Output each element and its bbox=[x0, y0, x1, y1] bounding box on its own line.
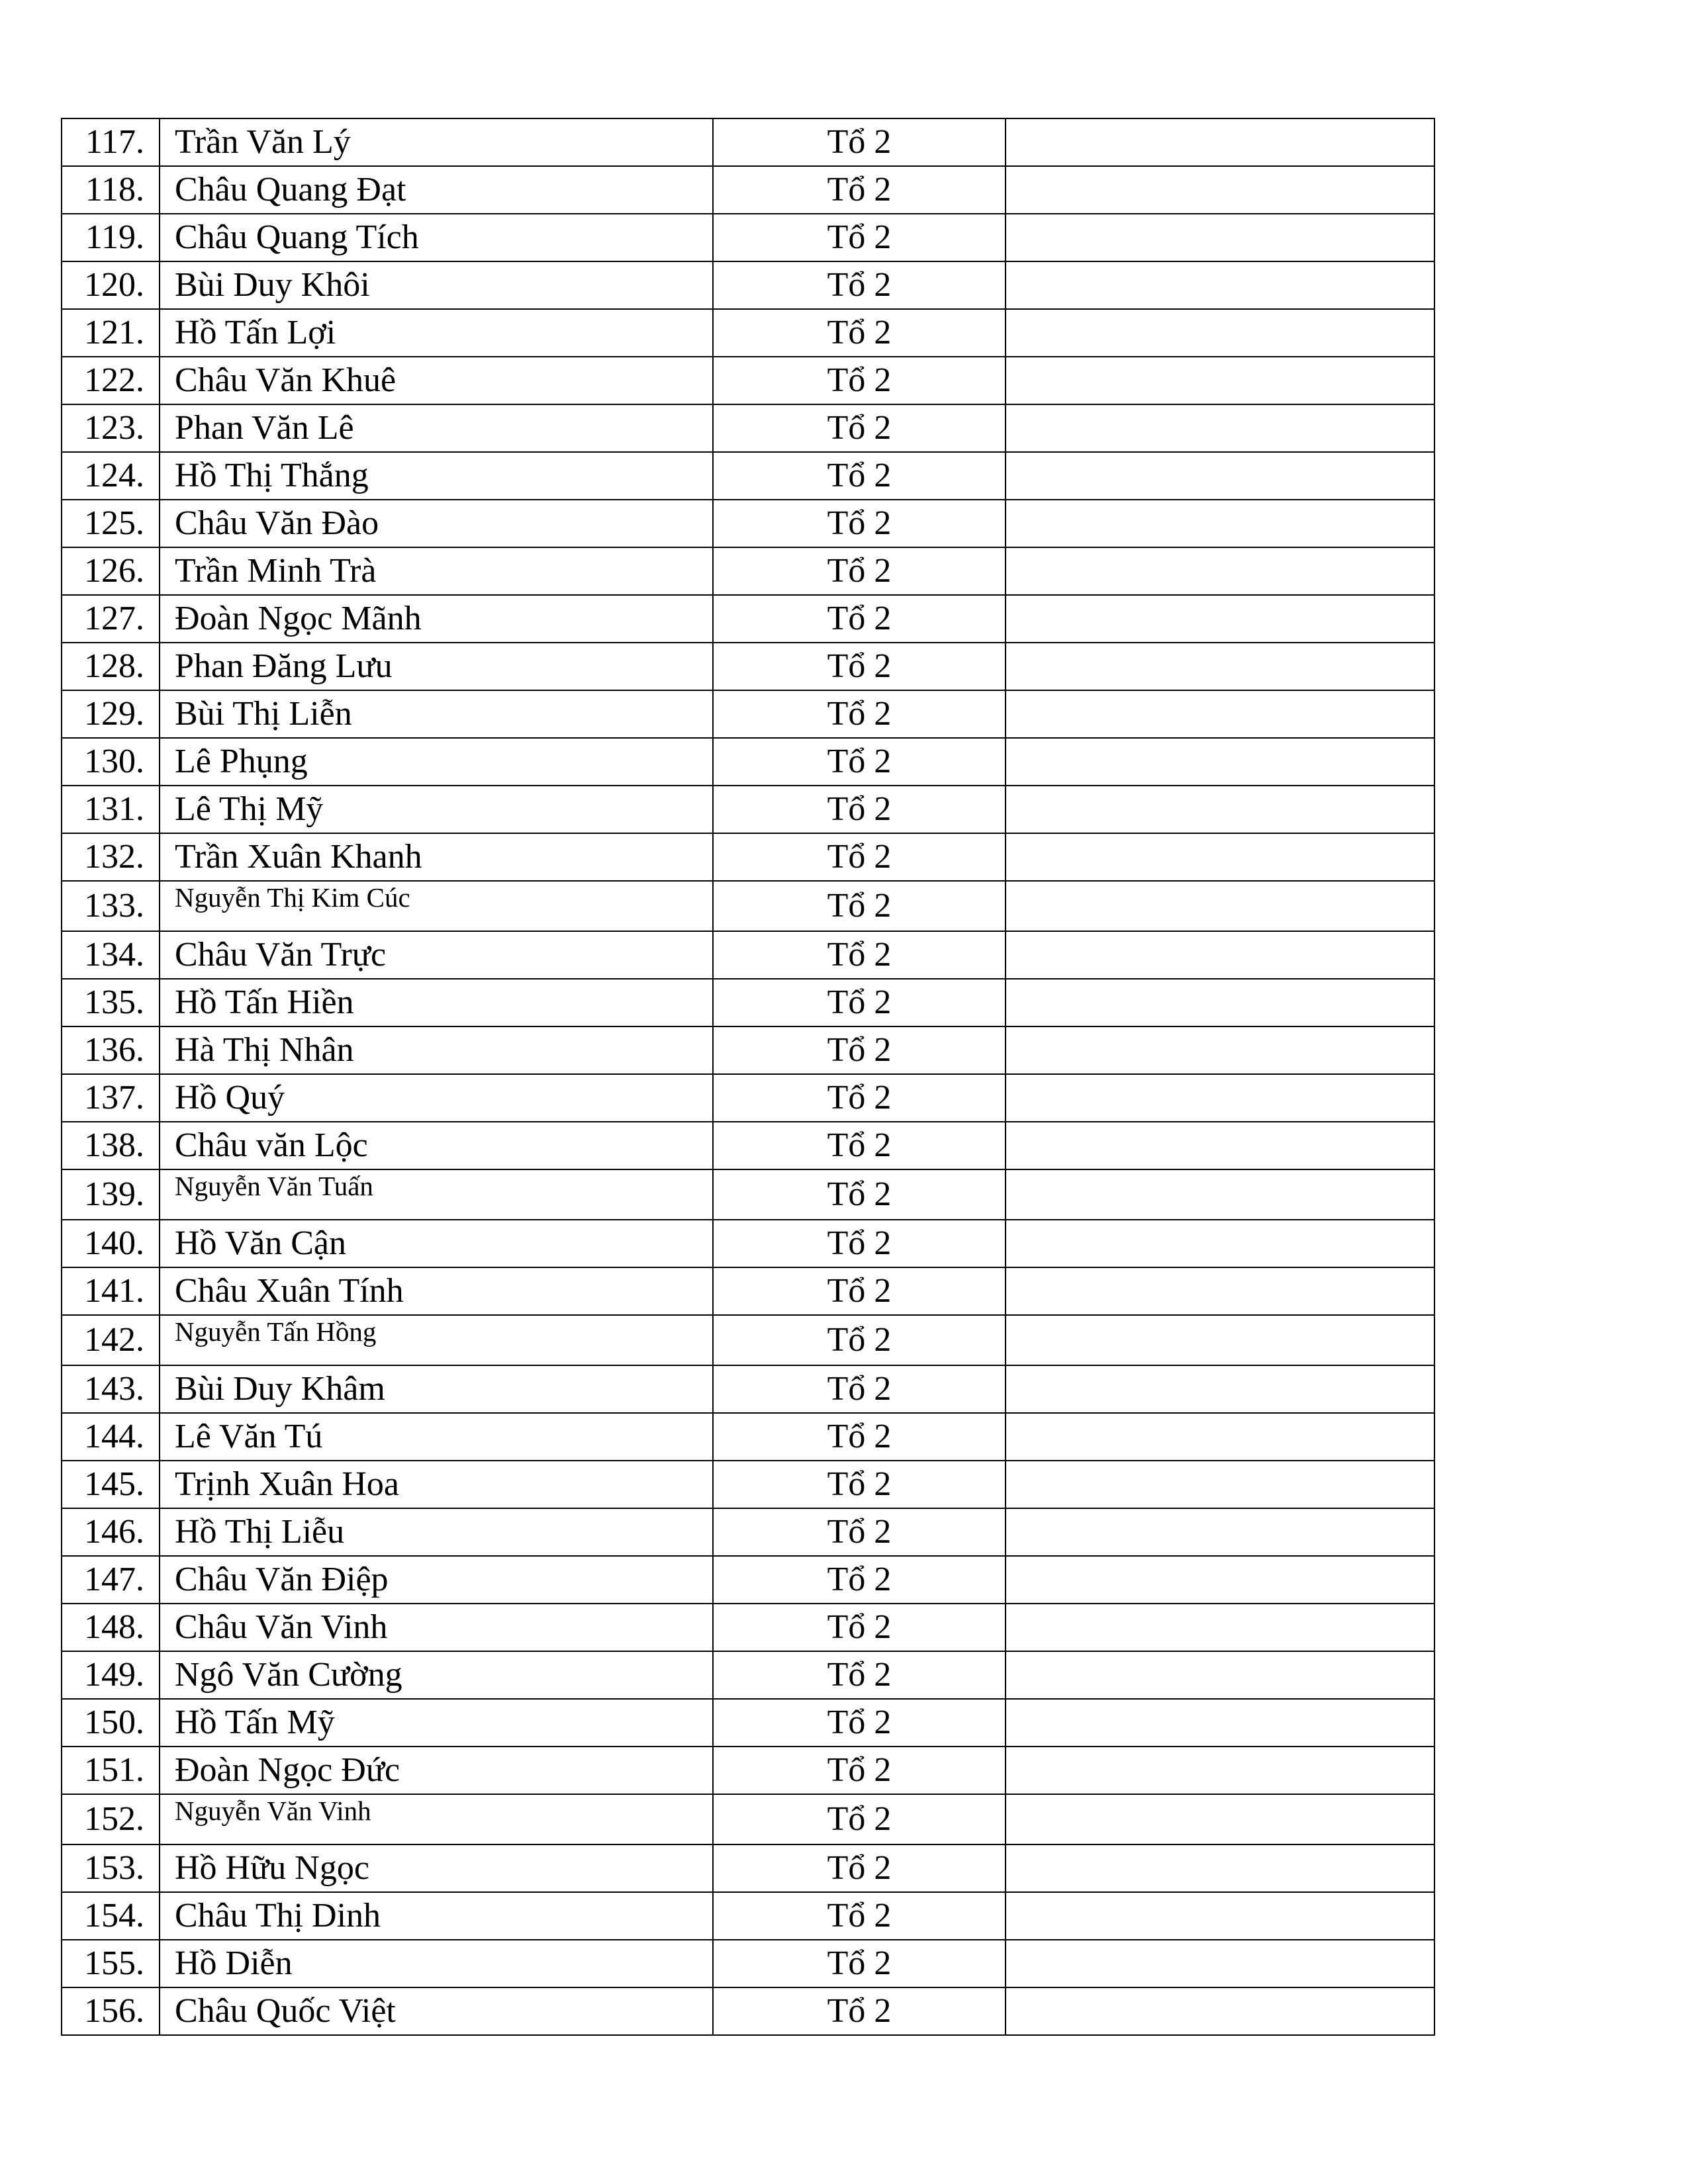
table-row bbox=[62, 404, 1434, 452]
group-label: Tổ 2 bbox=[713, 1987, 1006, 2035]
group-label: Tổ 2 bbox=[713, 547, 1006, 595]
note-cell bbox=[1006, 979, 1434, 1026]
note-cell bbox=[1006, 833, 1434, 881]
table-row bbox=[62, 1604, 1434, 1651]
roster-body bbox=[62, 118, 1434, 2035]
group-label: Tổ 2 bbox=[713, 1122, 1006, 1169]
note-cell bbox=[1006, 1844, 1434, 1892]
row-number: 155. bbox=[62, 1940, 160, 1987]
row-number: 123. bbox=[62, 404, 160, 452]
member-name: Châu Quang Tích bbox=[160, 214, 713, 261]
row-number: 154. bbox=[62, 1892, 160, 1940]
row-number: 153. bbox=[62, 1844, 160, 1892]
member-name: Châu Văn Trực bbox=[160, 931, 713, 979]
note-cell bbox=[1006, 1365, 1434, 1413]
group-label: Tổ 2 bbox=[713, 690, 1006, 738]
row-number: 120. bbox=[62, 261, 160, 309]
group-label: Tổ 2 bbox=[713, 1413, 1006, 1461]
group-label: Tổ 2 bbox=[713, 309, 1006, 357]
row-number: 141. bbox=[62, 1267, 160, 1315]
row-number: 140. bbox=[62, 1220, 160, 1267]
member-name: Hồ Thị Thắng bbox=[160, 452, 713, 500]
member-name: Phan Đăng Lưu bbox=[160, 643, 713, 690]
row-number: 145. bbox=[62, 1461, 160, 1508]
note-cell bbox=[1006, 931, 1434, 979]
row-number: 126. bbox=[62, 547, 160, 595]
group-label: Tổ 2 bbox=[713, 931, 1006, 979]
member-name: Châu Văn Điệp bbox=[160, 1556, 713, 1604]
row-number: 144. bbox=[62, 1413, 160, 1461]
table-row bbox=[62, 1122, 1434, 1169]
table-row bbox=[62, 690, 1434, 738]
group-label: Tổ 2 bbox=[713, 118, 1006, 166]
note-cell bbox=[1006, 309, 1434, 357]
table-row bbox=[62, 1794, 1434, 1844]
member-name: Châu Văn Đào bbox=[160, 500, 713, 547]
table-row bbox=[62, 1699, 1434, 1747]
table-row bbox=[62, 1556, 1434, 1604]
note-cell bbox=[1006, 547, 1434, 595]
note-cell bbox=[1006, 261, 1434, 309]
member-name: Hồ Tấn Hiền bbox=[160, 979, 713, 1026]
row-number: 150. bbox=[62, 1699, 160, 1747]
member-name: Trần Minh Trà bbox=[160, 547, 713, 595]
member-name: Bùi Duy Khôi bbox=[160, 261, 713, 309]
group-label: Tổ 2 bbox=[713, 643, 1006, 690]
note-cell bbox=[1006, 1122, 1434, 1169]
note-cell bbox=[1006, 1220, 1434, 1267]
table-row bbox=[62, 452, 1434, 500]
row-number: 133. bbox=[62, 881, 160, 931]
member-name: Châu Văn Vinh bbox=[160, 1604, 713, 1651]
row-number: 143. bbox=[62, 1365, 160, 1413]
note-cell bbox=[1006, 1747, 1434, 1794]
group-label: Tổ 2 bbox=[713, 786, 1006, 833]
table-row bbox=[62, 979, 1434, 1026]
table-row bbox=[62, 643, 1434, 690]
member-name: Hồ Hữu Ngọc bbox=[160, 1844, 713, 1892]
note-cell bbox=[1006, 1315, 1434, 1365]
member-name: Châu Văn Khuê bbox=[160, 357, 713, 404]
member-name: Châu Quốc Việt bbox=[160, 1987, 713, 2035]
note-cell bbox=[1006, 1987, 1434, 2035]
group-label: Tổ 2 bbox=[713, 214, 1006, 261]
group-label: Tổ 2 bbox=[713, 1604, 1006, 1651]
row-number: 119. bbox=[62, 214, 160, 261]
row-number: 134. bbox=[62, 931, 160, 979]
member-name: Hà Thị Nhân bbox=[160, 1026, 713, 1074]
group-label: Tổ 2 bbox=[713, 261, 1006, 309]
table-row bbox=[62, 500, 1434, 547]
note-cell bbox=[1006, 738, 1434, 786]
table-row bbox=[62, 261, 1434, 309]
table-row bbox=[62, 738, 1434, 786]
group-label: Tổ 2 bbox=[713, 1699, 1006, 1747]
member-name: Hồ Tấn Lợi bbox=[160, 309, 713, 357]
row-number: 152. bbox=[62, 1794, 160, 1844]
table-row bbox=[62, 309, 1434, 357]
group-label: Tổ 2 bbox=[713, 738, 1006, 786]
group-label: Tổ 2 bbox=[713, 881, 1006, 931]
note-cell bbox=[1006, 690, 1434, 738]
row-number: 136. bbox=[62, 1026, 160, 1074]
group-label: Tổ 2 bbox=[713, 357, 1006, 404]
table-row bbox=[62, 118, 1434, 166]
row-number: 156. bbox=[62, 1987, 160, 2035]
note-cell bbox=[1006, 643, 1434, 690]
member-name: Lê Phụng bbox=[160, 738, 713, 786]
member-name: Châu Quang Đạt bbox=[160, 166, 713, 214]
table-row bbox=[62, 1940, 1434, 1987]
member-name: Nguyễn Thị Kim Cúc bbox=[160, 881, 713, 931]
group-label: Tổ 2 bbox=[713, 1220, 1006, 1267]
table-row bbox=[62, 357, 1434, 404]
member-name: Hồ Quý bbox=[160, 1074, 713, 1122]
group-label: Tổ 2 bbox=[713, 1461, 1006, 1508]
note-cell bbox=[1006, 1169, 1434, 1220]
table-row bbox=[62, 1747, 1434, 1794]
row-number: 122. bbox=[62, 357, 160, 404]
row-number: 147. bbox=[62, 1556, 160, 1604]
note-cell bbox=[1006, 357, 1434, 404]
table-row bbox=[62, 931, 1434, 979]
row-number: 146. bbox=[62, 1508, 160, 1556]
member-name: Bùi Thị Liễn bbox=[160, 690, 713, 738]
row-number: 137. bbox=[62, 1074, 160, 1122]
group-label: Tổ 2 bbox=[713, 1508, 1006, 1556]
note-cell bbox=[1006, 118, 1434, 166]
table-row bbox=[62, 1844, 1434, 1892]
member-name: Nguyễn Tấn Hồng bbox=[160, 1315, 713, 1365]
member-name: Hồ Tấn Mỹ bbox=[160, 1699, 713, 1747]
note-cell bbox=[1006, 1892, 1434, 1940]
member-name: Nguyễn Văn Tuấn bbox=[160, 1169, 713, 1220]
note-cell bbox=[1006, 1604, 1434, 1651]
group-label: Tổ 2 bbox=[713, 404, 1006, 452]
row-number: 118. bbox=[62, 166, 160, 214]
group-label: Tổ 2 bbox=[713, 1556, 1006, 1604]
row-number: 135. bbox=[62, 979, 160, 1026]
group-label: Tổ 2 bbox=[713, 1844, 1006, 1892]
note-cell bbox=[1006, 214, 1434, 261]
group-label: Tổ 2 bbox=[713, 1794, 1006, 1844]
row-number: 142. bbox=[62, 1315, 160, 1365]
member-name: Đoàn Ngọc Đức bbox=[160, 1747, 713, 1794]
table-row bbox=[62, 833, 1434, 881]
member-name: Châu văn Lộc bbox=[160, 1122, 713, 1169]
table-row bbox=[62, 1413, 1434, 1461]
group-label: Tổ 2 bbox=[713, 1747, 1006, 1794]
group-label: Tổ 2 bbox=[713, 1169, 1006, 1220]
row-number: 151. bbox=[62, 1747, 160, 1794]
note-cell bbox=[1006, 1794, 1434, 1844]
group-label: Tổ 2 bbox=[713, 452, 1006, 500]
note-cell bbox=[1006, 1413, 1434, 1461]
table-row bbox=[62, 1169, 1434, 1220]
note-cell bbox=[1006, 1940, 1434, 1987]
row-number: 138. bbox=[62, 1122, 160, 1169]
table-row bbox=[62, 1461, 1434, 1508]
row-number: 149. bbox=[62, 1651, 160, 1699]
note-cell bbox=[1006, 1651, 1434, 1699]
row-number: 148. bbox=[62, 1604, 160, 1651]
member-name: Châu Xuân Tính bbox=[160, 1267, 713, 1315]
note-cell bbox=[1006, 1074, 1434, 1122]
row-number: 121. bbox=[62, 309, 160, 357]
member-name: Lê Thị Mỹ bbox=[160, 786, 713, 833]
member-name: Trần Xuân Khanh bbox=[160, 833, 713, 881]
group-label: Tổ 2 bbox=[713, 979, 1006, 1026]
member-name: Hồ Thị Liễu bbox=[160, 1508, 713, 1556]
group-label: Tổ 2 bbox=[713, 1365, 1006, 1413]
table-row bbox=[62, 166, 1434, 214]
member-name: Lê Văn Tú bbox=[160, 1413, 713, 1461]
member-name: Đoàn Ngọc Mãnh bbox=[160, 595, 713, 643]
member-name: Ngô Văn Cường bbox=[160, 1651, 713, 1699]
table-row bbox=[62, 1074, 1434, 1122]
note-cell bbox=[1006, 1508, 1434, 1556]
group-label: Tổ 2 bbox=[713, 1074, 1006, 1122]
note-cell bbox=[1006, 1556, 1434, 1604]
table-row bbox=[62, 881, 1434, 931]
row-number: 125. bbox=[62, 500, 160, 547]
member-name: Bùi Duy Khâm bbox=[160, 1365, 713, 1413]
table-row bbox=[62, 1267, 1434, 1315]
row-number: 128. bbox=[62, 643, 160, 690]
table-row bbox=[62, 1892, 1434, 1940]
member-name: Nguyễn Văn Vinh bbox=[160, 1794, 713, 1844]
note-cell bbox=[1006, 452, 1434, 500]
row-number: 117. bbox=[62, 118, 160, 166]
group-label: Tổ 2 bbox=[713, 1267, 1006, 1315]
note-cell bbox=[1006, 1699, 1434, 1747]
row-number: 130. bbox=[62, 738, 160, 786]
member-name: Phan Văn Lê bbox=[160, 404, 713, 452]
group-label: Tổ 2 bbox=[713, 595, 1006, 643]
note-cell bbox=[1006, 500, 1434, 547]
table-row bbox=[62, 595, 1434, 643]
row-number: 139. bbox=[62, 1169, 160, 1220]
note-cell bbox=[1006, 1026, 1434, 1074]
row-number: 124. bbox=[62, 452, 160, 500]
table-row bbox=[62, 214, 1434, 261]
table-row bbox=[62, 1315, 1434, 1365]
group-label: Tổ 2 bbox=[713, 1651, 1006, 1699]
table-row bbox=[62, 1220, 1434, 1267]
group-label: Tổ 2 bbox=[713, 1026, 1006, 1074]
group-label: Tổ 2 bbox=[713, 1315, 1006, 1365]
note-cell bbox=[1006, 786, 1434, 833]
note-cell bbox=[1006, 404, 1434, 452]
note-cell bbox=[1006, 166, 1434, 214]
table-row bbox=[62, 1026, 1434, 1074]
note-cell bbox=[1006, 881, 1434, 931]
group-label: Tổ 2 bbox=[713, 500, 1006, 547]
group-label: Tổ 2 bbox=[713, 833, 1006, 881]
table-row bbox=[62, 547, 1434, 595]
row-number: 127. bbox=[62, 595, 160, 643]
table-row bbox=[62, 1365, 1434, 1413]
table-row bbox=[62, 1508, 1434, 1556]
table-row bbox=[62, 1987, 1434, 2035]
note-cell bbox=[1006, 1267, 1434, 1315]
row-number: 132. bbox=[62, 833, 160, 881]
row-number: 129. bbox=[62, 690, 160, 738]
table-row bbox=[62, 786, 1434, 833]
row-number: 131. bbox=[62, 786, 160, 833]
member-name: Châu Thị Dinh bbox=[160, 1892, 713, 1940]
member-name: Trần Văn Lý bbox=[160, 118, 713, 166]
member-name: Hồ Văn Cận bbox=[160, 1220, 713, 1267]
member-name: Trịnh Xuân Hoa bbox=[160, 1461, 713, 1508]
note-cell bbox=[1006, 1461, 1434, 1508]
note-cell bbox=[1006, 595, 1434, 643]
member-name: Hồ Diễn bbox=[160, 1940, 713, 1987]
roster-table bbox=[61, 118, 1435, 2036]
group-label: Tổ 2 bbox=[713, 166, 1006, 214]
group-label: Tổ 2 bbox=[713, 1892, 1006, 1940]
table-row bbox=[62, 1651, 1434, 1699]
group-label: Tổ 2 bbox=[713, 1940, 1006, 1987]
